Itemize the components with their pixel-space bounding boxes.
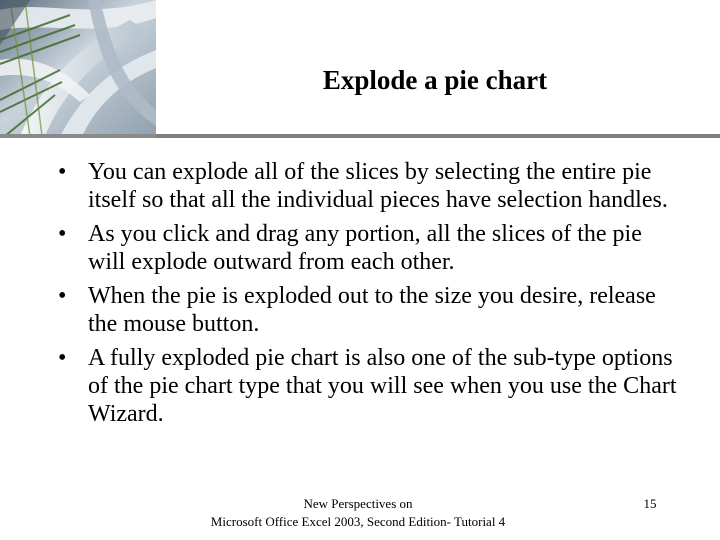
- bullet-item: [58, 282, 678, 338]
- bullet-item: [58, 158, 678, 214]
- bullet-marker: •: [58, 283, 67, 309]
- header-rule-left: [0, 134, 156, 138]
- bullet-item: [58, 220, 678, 276]
- bullet-text: You can explode all of the slices by selecting the entire pie itself so that all the individual pieces have selection handles.: [88, 159, 668, 213]
- footer-line-1: New Perspectives on: [303, 496, 413, 511]
- bullet-item: [58, 344, 678, 428]
- bullet-marker: •: [58, 221, 67, 247]
- bullet-list: [58, 158, 678, 434]
- footer: [160, 495, 556, 531]
- header-architecture-image: [0, 0, 156, 136]
- header-rule: [156, 134, 720, 138]
- bullet-text: When the pie is exploded out to the size you desire, release the mouse button.: [88, 283, 656, 337]
- page-number: 15: [643, 496, 657, 511]
- slide-title: Explode a pie chart: [322, 65, 548, 95]
- bullet-marker: •: [58, 345, 67, 371]
- bullet-text: A fully exploded pie chart is also one of the sub-type options of the pie chart type that you will see when you use the Chart Wizard.: [88, 345, 677, 427]
- bullet-marker: •: [58, 159, 67, 185]
- bullet-text: As you click and drag any portion, all the slices of the pie will explode outward from each other.: [88, 221, 642, 275]
- footer-line-2: Microsoft Office Excel 2003, Second Edition- Tutorial 4: [210, 514, 506, 529]
